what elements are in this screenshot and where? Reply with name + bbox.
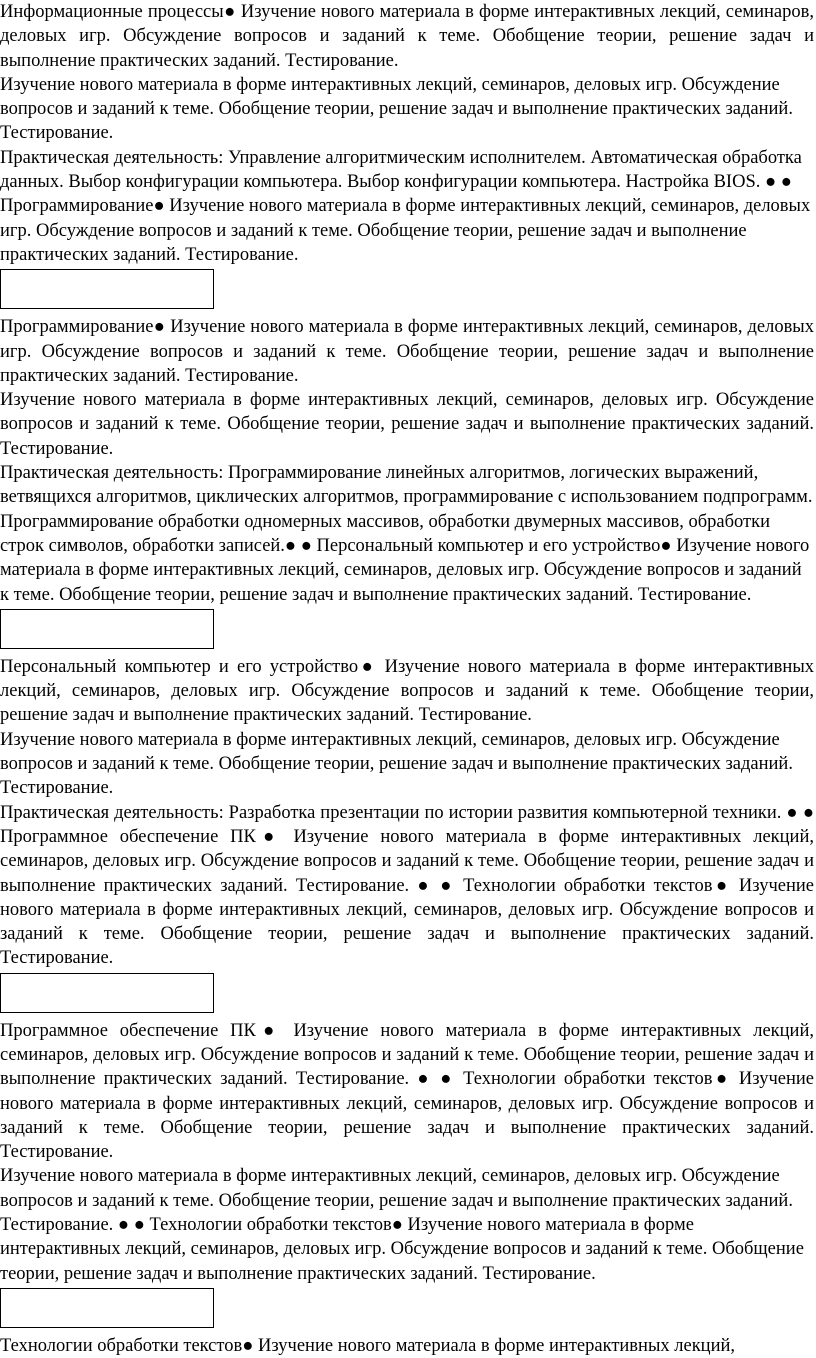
paragraph-practice-programming: Практическая деятельность: Программирование линейных алгоритмов, логических выражений, ветвящихся алгоритмов, циклических алгоритмов, программирование с использованием подпрограмм. Программирование обработки одномерных массивов, обработки двумерных массивов, обработки строк символов, обработки записей.● ● Персональный компьютер и его устройство● Изучение нового материала в форме интерактивных лекций, семинаров, деловых игр. Обсуждение вопросов и заданий к теме. Обобщение теории, решение задач и выполнение практических заданий. Тестирование.: [0, 463, 813, 605]
empty-text-field[interactable]: [0, 609, 214, 649]
paragraph-study-method: Изучение нового материала в форме интерактивных лекций, семинаров, деловых игр. Обсуждение вопросов и заданий к теме. Обобщение теории, решение задач и выполнение практических заданий. Тестирование.: [0, 74, 793, 144]
paragraph-text-processing: Технологии обработки текстов● Изучение нового материала в форме интерактивных лекций,: [0, 1335, 736, 1356]
paragraph-info-processes: Информационные процессы● Изучение нового материала в форме интерактивных лекций, семинаров, деловых игр. Обсуждение вопросов и заданий к теме. Обобщение теории, решение задач и выполнение практических заданий. Тестирование.: [0, 2, 814, 71]
empty-text-field[interactable]: [0, 973, 214, 1013]
paragraph-software-pc: Программное обеспечение ПК● Изучение нового материала в форме интерактивных лекций, семинаров, деловых игр. Обсуждение вопросов и заданий к теме. Обобщение теории, решение задач и выполнение практических заданий. Тестирование. ● ● Технологии обработки текстов● Изучение нового материала в форме интерактивных лекций, семинаров, деловых игр. Обсуждение вопросов и заданий к теме. Обобщение теории, решение задач и выполнение практических заданий. Тестирование.: [0, 1020, 814, 1163]
empty-text-field[interactable]: [0, 269, 214, 309]
paragraph-study-method: Изучение нового материала в форме интерактивных лекций, семинаров, деловых игр. Обсуждение вопросов и заданий к теме. Обобщение теории, решение задач и выполнение практических заданий. Тестирование.: [0, 390, 814, 459]
paragraph-practice-presentation: Практическая деятельность: Разработка презентации по истории развития компьютерной техники. ● ● Программное обеспечение ПК● Изучение нового материала в форме интерактивных лекций, семинаров, деловых игр. Обсуждение вопросов и заданий к теме. Обобщение теории, решение задач и выполнение практических заданий. Тестирование. ● ● Технологии обработки текстов● Изучение нового материала в форме интерактивных лекций, семинаров, деловых игр. Обсуждение вопросов и заданий к теме. Обобщение теории, решение задач и выполнение практических заданий. Тестирование.: [0, 802, 814, 969]
paragraph-programming: Программирование● Изучение нового материала в форме интерактивных лекций, семинаров, деловых игр. Обсуждение вопросов и заданий к теме. Обобщение теории, решение задач и выполнение практических заданий. Тестирование.: [0, 317, 814, 386]
paragraph-practice-algorithm-executor: Практическая деятельность: Управление алгоритмическим исполнителем. Автоматическая обработка данных. Выбор конфигурации компьютера. Выбор конфигурации компьютера. Настройка BIOS. ● ● Программирование● Изучение нового материала в форме интерактивных лекций, семинаров, деловых игр. Обсуждение вопросов и заданий к теме. Обобщение теории, решение задач и выполнение практических заданий. Тестирование.: [0, 147, 811, 265]
paragraph-study-method: Изучение нового материала в форме интерактивных лекций, семинаров, деловых игр. Обсуждение вопросов и заданий к теме. Обобщение теории, решение задач и выполнение практических заданий. Тестирование.: [0, 729, 793, 799]
paragraph-personal-computer: Персональный компьютер и его устройство● Изучение нового материала в форме интерактивных лекций, семинаров, деловых игр. Обсуждение вопросов и заданий к теме. Обобщение теории, решение задач и выполнение практических заданий. Тестирование.: [0, 656, 814, 726]
paragraph-study-method: Изучение нового материала в форме интерактивных лекций, семинаров, деловых игр. Обсуждение вопросов и заданий к теме. Обобщение теории, решение задач и выполнение практических заданий. Тестирование. ● ● Технологии обработки текстов● Изучение нового материала в форме интерактивных лекций, семинаров, деловых игр. Обсуждение вопросов и заданий к теме. Обобщение теории, решение задач и выполнение практических заданий. Тестирование.: [0, 1166, 804, 1284]
empty-text-field[interactable]: [0, 1288, 214, 1328]
